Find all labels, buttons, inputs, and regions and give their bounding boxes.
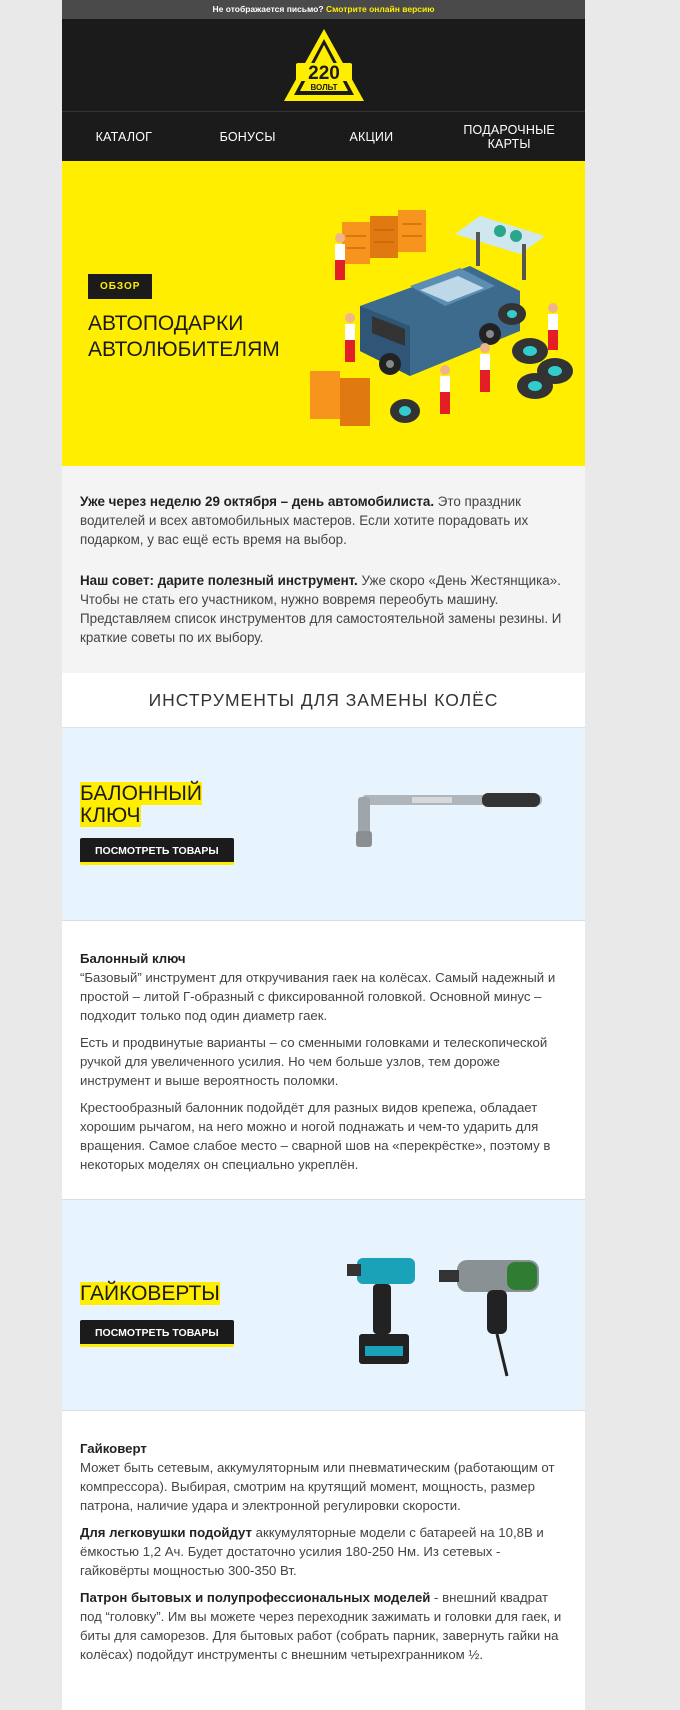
nav-catalog[interactable]: КАТАЛОГ [95,129,153,144]
section-title: ИНСТРУМЕНТЫ ДЛЯ ЗАМЕНЫ КОЛЁС [62,673,585,728]
product-name-impact-wrench [80,1283,220,1305]
view-products-button-impact[interactable]: ПОСМОТРЕТЬ ТОВАРЫ [80,1320,234,1347]
wrench-p3: Крестообразный балонник подойдёт для разных видов крепежа, обладает хорошим рычагом, на него можно и ногой поднажать и чем-то ударить для вращения. Самое слабое место – сварной шов на «перекрёстке», поэтому в некоторых моделях он специально укреплён. [80,1100,551,1172]
impact-wrenches-icon[interactable] [347,1250,557,1380]
impact-p3-bold: Патрон бытовых и полупрофессиональных моделей [80,1590,431,1605]
nav-bonuses[interactable]: БОНУСЫ [219,129,276,144]
product-description-impact [62,1410,585,1710]
intro-p2-bold: Наш совет: дарите полезный инструмент. [80,573,358,588]
impact-p3-text: - внешний квадрат под “головку”. Им вы можете через переходник зажимать и головки для гаек, и биты для саморезов. Для бытовых работ (собрать парник, завернуть гайки на колёсах) подойдут инструменты с внешним четырехгранником ½. [80,1590,562,1662]
nav-gift-cards[interactable]: ПОДАРОЧНЫЕ КАРТЫ [463,122,555,151]
impact-heading: Гайковерт [80,1441,147,1456]
intro-paragraph-2 [80,571,567,647]
hero-banner [62,161,585,466]
impact-p3 [80,1588,567,1664]
main-nav [62,111,585,161]
hero-title: АВТОПОДАРКИ АВТОЛЮБИТЕЛЯМ [88,312,280,361]
online-version-link[interactable]: Смотрите онлайн версию [325,4,435,14]
product-description-wrench [62,920,585,1200]
nav-promotions[interactable]: АКЦИИ [349,129,394,144]
intro-paragraph-1 [80,492,567,549]
intro-p1-bold: Уже через неделю 29 октября – день автомобилиста. [80,494,435,509]
car-icon [360,266,520,376]
logo-220-volt[interactable] [282,27,366,103]
preheader-question: Не отображается письмо? [212,4,324,14]
wrench-heading: Балонный ключ [80,951,186,966]
header [62,19,585,111]
view-products-button-wrench[interactable]: ПОСМОТРЕТЬ ТОВАРЫ [80,838,234,865]
product-banner-wrench [62,728,585,920]
intro-p1-text: Это праздник водителей и всех автомобильных мастеров. Если хотите порадовать их подарком, у вас ещё есть время на выбор. [80,494,529,547]
logo-number: 220 [307,63,340,84]
lug-wrench-icon[interactable] [342,783,562,853]
product-name-wrench-text: БАЛОННЫЙ КЛЮЧ [80,782,202,827]
preheader [62,0,585,19]
wrench-p2: Есть и продвинутые варианты – со сменными головками и телескопической ручкой для увеличенного усилия. Но чем больше узлов, тем дороже инструмент и выше вероятность поломки. [80,1035,548,1088]
car-service-illustration [290,186,580,441]
product-name-impact-text: ГАЙКОВЕРТЫ [80,1282,220,1305]
product-name-wrench [80,783,240,827]
impact-p2-bold: Для легковушки подойдут [80,1525,252,1540]
logo-word: ВОЛЬТ [309,83,338,92]
impact-p2-text: аккумуляторные модели с батареей на 10,8В и ёмкостью 1,2 Ач. Будет достаточно усилия 180-250 Нм. Из сетевых - гайковёрты мощностью 300-350 Вт. [80,1525,544,1578]
intro-p2-text: Уже скоро «День Жестянщика». Чтобы не стать его участником, нужно вовремя переобуть машину. Представляем список инструментов для самостоятельной замены резины. И краткие советы по их выбору. [80,573,562,645]
product-banner-impact-wrench [62,1200,585,1410]
impact-p2 [80,1523,567,1580]
email-body [62,0,585,1710]
hero-badge: ОБЗОР [88,274,152,299]
wrench-p1: “Базовый” инструмент для откручивания гаек на колёсах. Самый надежный и простой – литой Г-образный с фиксированной головкой. Основной минус – подходит только под один диаметр гаек. [80,970,556,1023]
intro-text [62,466,585,673]
impact-p1: Может быть сетевым, аккумуляторным или пневматическим (работающим от компрессора). Выбирая, смотрим на крутящий момент, мощность, размер патрона, наличие удара и электронной регулировки скорости. [80,1460,555,1513]
